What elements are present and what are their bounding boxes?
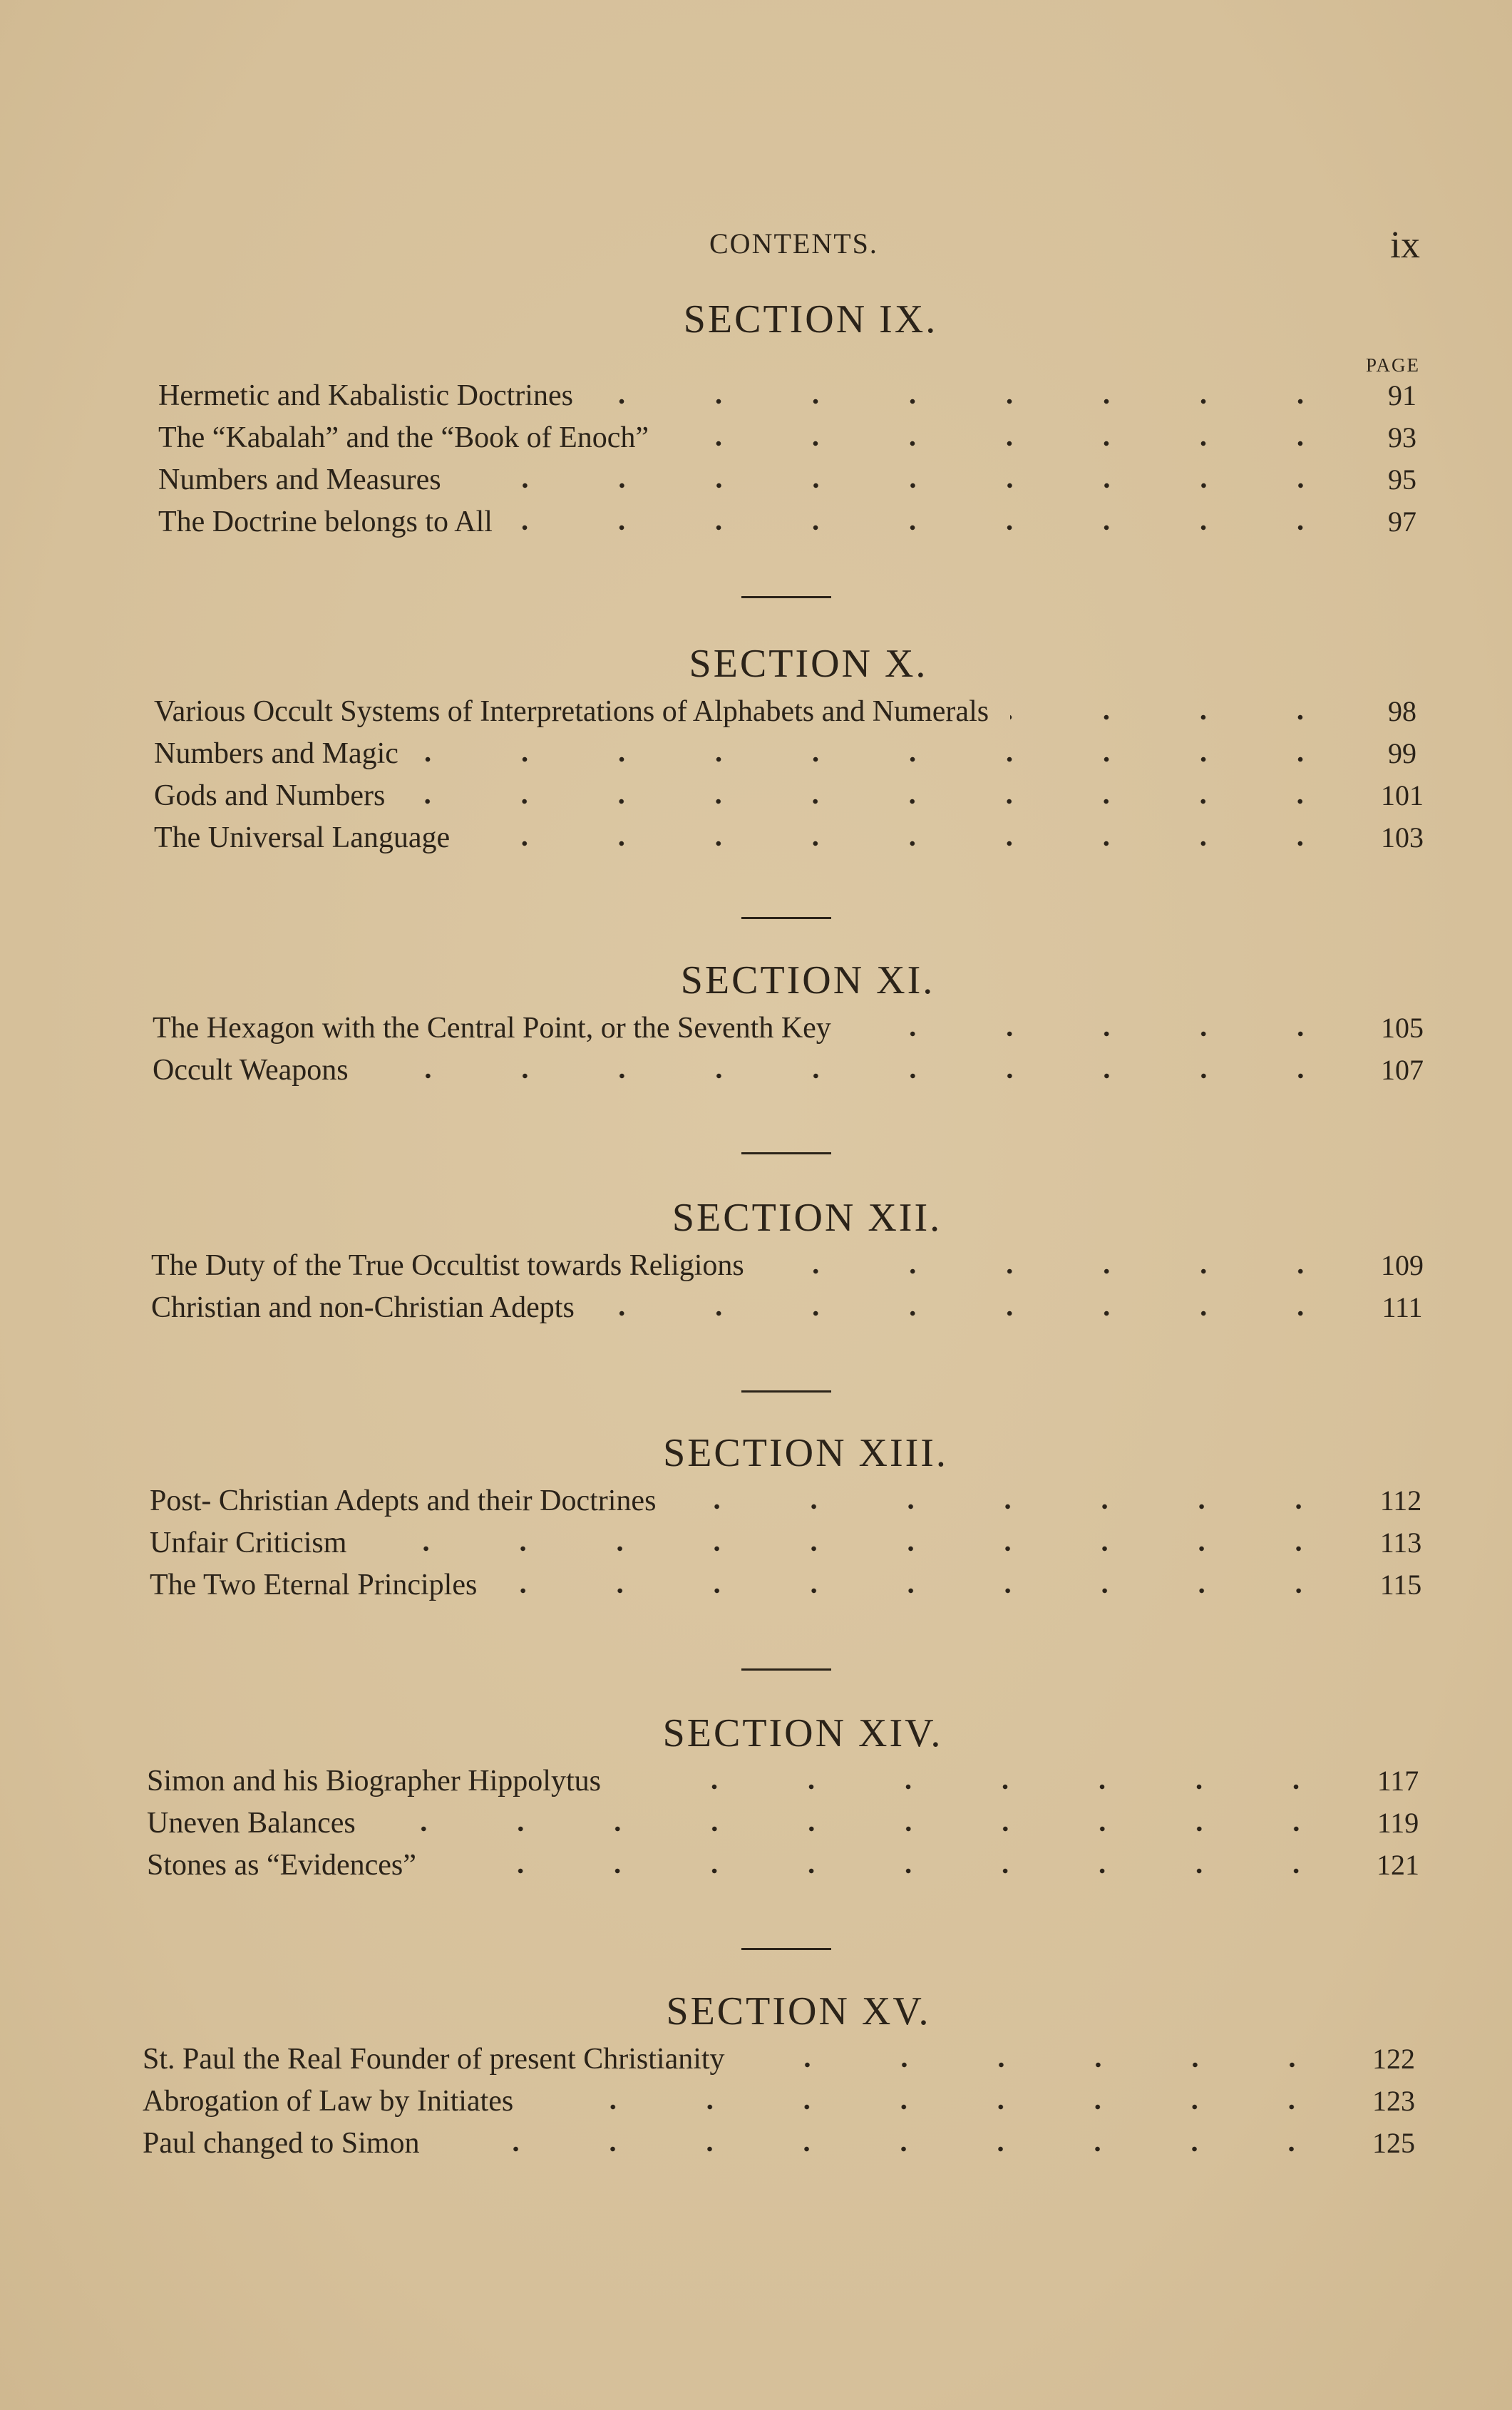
entry-page-number: 122: [1372, 2043, 1415, 2075]
entry-title: Simon and his Biographer Hippolytus: [147, 1765, 601, 1798]
entry-title: The “Kabalah” and the “Book of Enoch”: [158, 421, 649, 454]
entry-title: Numbers and Measures: [158, 463, 441, 496]
toc-entry: [153, 1053, 1434, 1095]
dot-leader: [670, 440, 1349, 447]
section-title: SECTION XIII.: [663, 1431, 948, 1475]
section-divider: [741, 1152, 831, 1154]
toc-entry: [143, 2126, 1426, 2168]
dot-leader: [463, 482, 1349, 489]
dot-leader: [438, 1867, 1344, 1875]
entry-page-number: 111: [1382, 1291, 1423, 1323]
entry-page-number: 115: [1379, 1569, 1422, 1601]
dot-leader: [746, 2061, 1340, 2068]
toc-section: [154, 633, 1434, 863]
running-title: CONTENTS.: [709, 227, 878, 260]
entry-page-number: 93: [1388, 421, 1416, 453]
section-title: SECTION XII.: [672, 1196, 942, 1240]
entry-page-number: 117: [1377, 1765, 1419, 1797]
toc-section: [158, 289, 1434, 547]
toc-entry: [158, 421, 1434, 463]
dot-leader: [370, 1072, 1349, 1080]
dot-leader: [498, 1587, 1347, 1594]
entry-title: St. Paul the Real Founder of present Christianity: [143, 2043, 725, 2076]
entry-title: Occult Weapons: [153, 1054, 349, 1087]
toc-section: [151, 1187, 1434, 1333]
dot-leader: [595, 398, 1349, 405]
toc-entry: [150, 1568, 1433, 1610]
toc-entry: [154, 737, 1434, 779]
entry-page-number: 112: [1379, 1485, 1422, 1517]
dot-leader: [677, 1503, 1347, 1510]
toc-entry: [154, 821, 1434, 863]
entry-page-number: 91: [1388, 379, 1416, 411]
toc-entry: [154, 694, 1434, 737]
entry-title: The Doctrine belongs to All: [158, 506, 493, 538]
entry-title: The Duty of the True Occultist towards Religions: [151, 1249, 744, 1282]
entry-title: Abrogation of Law by Initiates: [143, 2085, 514, 2118]
entry-title: Unfair Criticism: [150, 1527, 347, 1559]
dot-leader: [368, 1545, 1347, 1552]
section-title: SECTION IX.: [683, 297, 938, 342]
toc-entry: [158, 505, 1434, 547]
toc-entry: [143, 2084, 1426, 2126]
entry-page-number: 101: [1381, 779, 1424, 811]
toc-entry: [151, 1248, 1434, 1291]
entry-title: Uneven Balances: [147, 1807, 356, 1840]
entry-page-number: 123: [1372, 2085, 1415, 2117]
entry-page-number: 99: [1388, 737, 1416, 769]
toc-entry: [154, 779, 1434, 821]
entry-page-number: 107: [1381, 1054, 1424, 1086]
entry-title: Gods and Numbers: [154, 779, 386, 812]
dot-leader: [1010, 714, 1349, 721]
entry-page-number: 125: [1372, 2127, 1415, 2159]
running-head: [0, 223, 1512, 270]
entry-title: Stones as “Evidences”: [147, 1849, 416, 1882]
dot-leader: [535, 2103, 1340, 2111]
toc-entry: [151, 1291, 1434, 1333]
entry-page-number: 95: [1388, 463, 1416, 496]
dot-leader: [441, 2145, 1340, 2153]
entry-title: The Two Eternal Principles: [150, 1569, 478, 1601]
dot-leader: [622, 1783, 1344, 1790]
toc-entry: [150, 1526, 1433, 1568]
section-title: SECTION X.: [689, 642, 928, 686]
dot-leader: [514, 524, 1349, 531]
toc-entry: [150, 1484, 1433, 1526]
entry-page-number: 119: [1377, 1807, 1419, 1839]
section-title: SECTION XI.: [680, 958, 935, 1003]
entry-title: The Universal Language: [154, 821, 451, 854]
toc-section: [153, 950, 1434, 1095]
entry-page-number: 97: [1388, 506, 1416, 538]
dot-leader: [377, 1825, 1344, 1832]
page-column-label: PAGE: [1365, 354, 1420, 376]
dot-leader: [766, 1268, 1349, 1275]
entry-page-number: 105: [1381, 1012, 1424, 1044]
dot-leader: [596, 1310, 1349, 1317]
entry-page-number: 103: [1381, 821, 1424, 853]
section-divider: [741, 1390, 831, 1393]
dot-leader: [471, 840, 1349, 847]
section-title: SECTION XV.: [666, 1989, 931, 2034]
entry-title: The Hexagon with the Central Point, or the Seventh Key: [153, 1012, 831, 1045]
toc-entry: [143, 2042, 1426, 2084]
toc-section: [150, 1422, 1433, 1610]
entry-title: Hermetic and Kabalistic Doctrines: [158, 379, 573, 412]
page-number: ix: [1390, 223, 1421, 266]
dot-leader: [406, 798, 1349, 805]
entry-page-number: 98: [1388, 695, 1416, 727]
entry-page-number: 113: [1379, 1527, 1422, 1559]
section-title: SECTION XIV.: [662, 1711, 943, 1755]
entry-title: Paul changed to Simon: [143, 2127, 420, 2160]
section-divider: [741, 1668, 831, 1671]
entry-page-number: 121: [1377, 1849, 1419, 1881]
dot-leader: [420, 756, 1349, 763]
entry-title: Post- Christian Adepts and their Doctrines: [150, 1485, 657, 1517]
dot-leader: [853, 1030, 1349, 1037]
toc-entry: [153, 1011, 1434, 1053]
entry-title: Christian and non-Christian Adepts: [151, 1291, 575, 1324]
toc-entry: [147, 1848, 1430, 1890]
toc-section: [147, 1703, 1430, 1890]
entry-title: Numbers and Magic: [154, 737, 398, 770]
entry-page-number: 109: [1381, 1249, 1424, 1281]
toc-entry: [147, 1764, 1430, 1806]
section-divider: [741, 1948, 831, 1950]
toc-entry: [158, 463, 1434, 505]
toc-entry: [147, 1806, 1430, 1848]
section-divider: [741, 917, 831, 919]
toc-entry: [158, 379, 1434, 421]
section-divider: [741, 596, 831, 598]
toc-section: [143, 1981, 1426, 2168]
entry-title: Various Occult Systems of Interpretations of Alphabets and Numerals: [154, 695, 989, 728]
